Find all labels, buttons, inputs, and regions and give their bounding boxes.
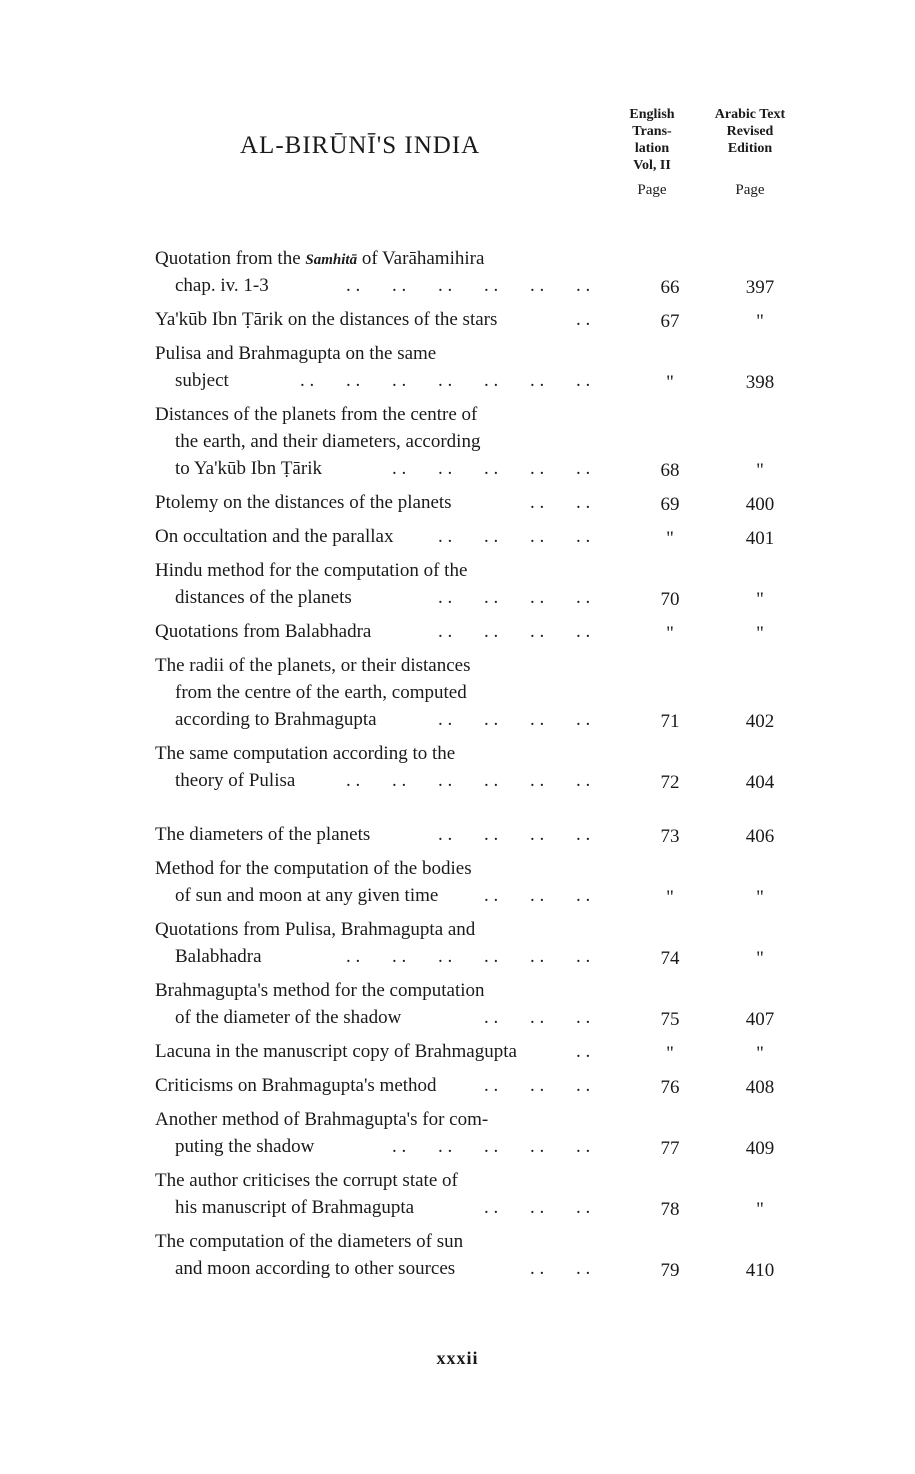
toc-entry-text: and moon according to other sources xyxy=(175,1258,456,1279)
leader-dots: . . xyxy=(576,621,591,642)
toc-entry-text: to Ya'kūb Ibn Ṭārik xyxy=(175,458,322,479)
leader-dots: . . xyxy=(438,526,453,547)
arabic-text-page: 398 xyxy=(745,372,775,393)
english-translation-page: 76 xyxy=(660,1077,680,1098)
arabic-text-page: 410 xyxy=(745,1260,775,1281)
leader-dots: . . xyxy=(438,946,453,967)
toc-line xyxy=(0,370,915,400)
leader-dots: . . xyxy=(530,370,545,391)
leader-dots: . . xyxy=(530,885,545,906)
leader-dots: . . xyxy=(346,370,361,391)
column-head-english-line: Vol, II xyxy=(633,158,671,173)
leader-dots: . . xyxy=(576,1041,591,1062)
toc-line xyxy=(0,919,915,949)
toc-line xyxy=(0,1109,915,1139)
leader-dots: . . xyxy=(392,370,407,391)
leader-dots: . . xyxy=(530,275,545,296)
leader-dots: . . xyxy=(576,370,591,391)
english-translation-page: " xyxy=(666,887,674,908)
toc-entry-text: Another method of Brahmagupta's for com- xyxy=(155,1109,489,1130)
toc-line xyxy=(0,1231,915,1261)
english-translation-page: 78 xyxy=(660,1199,680,1220)
toc-line xyxy=(0,1258,915,1288)
arabic-text-page: " xyxy=(756,887,764,908)
toc-line xyxy=(0,770,915,800)
leader-dots: . . xyxy=(576,824,591,845)
leader-dots: . . xyxy=(438,458,453,479)
toc-line xyxy=(0,275,915,305)
toc-entry-text: theory of Pulisa xyxy=(175,770,296,791)
leader-dots: . . xyxy=(576,1007,591,1028)
leader-dots: . . xyxy=(438,1136,453,1157)
leader-dots: . . xyxy=(576,709,591,730)
leader-dots: . . xyxy=(438,275,453,296)
leader-dots: . . xyxy=(484,885,499,906)
english-translation-page: 69 xyxy=(660,494,680,515)
arabic-text-page: " xyxy=(756,460,764,481)
leader-dots: . . xyxy=(484,587,499,608)
toc-line xyxy=(0,946,915,976)
toc-line xyxy=(0,431,915,461)
toc-line xyxy=(0,248,915,278)
leader-dots: . . xyxy=(576,1075,591,1096)
toc-line xyxy=(0,1136,915,1166)
leader-dots: . . xyxy=(484,1136,499,1157)
leader-dots: . . xyxy=(530,587,545,608)
leader-dots: . . xyxy=(484,770,499,791)
toc-line xyxy=(0,309,915,339)
leader-dots: . . xyxy=(346,275,361,296)
toc-entry-text: The diameters of the planets xyxy=(155,824,371,845)
toc-entry-text: The computation of the diameters of sun xyxy=(155,1231,464,1252)
toc-line xyxy=(0,885,915,915)
toc-line xyxy=(0,824,915,854)
column-head-english-line: lation xyxy=(634,141,670,156)
english-translation-page: 73 xyxy=(660,826,680,847)
arabic-text-page: 401 xyxy=(745,528,775,549)
leader-dots: . . xyxy=(576,1136,591,1157)
toc-line xyxy=(0,343,915,373)
toc-line xyxy=(0,587,915,617)
english-translation-page: " xyxy=(666,623,674,644)
leader-dots: . . xyxy=(484,621,499,642)
arabic-text-page: 407 xyxy=(745,1009,775,1030)
leader-dots: . . xyxy=(438,587,453,608)
leader-dots: . . xyxy=(300,370,315,391)
toc-line xyxy=(0,1007,915,1037)
leader-dots: . . xyxy=(530,1197,545,1218)
toc-line xyxy=(0,1075,915,1105)
toc-entry-text: On occultation and the parallax xyxy=(155,526,394,547)
arabic-text-page: 409 xyxy=(745,1138,775,1159)
toc-entry-text: the earth, and their diameters, according xyxy=(175,431,481,452)
toc-line xyxy=(0,858,915,888)
english-translation-page: 74 xyxy=(660,948,680,969)
arabic-text-page: " xyxy=(756,589,764,610)
toc-line xyxy=(0,1170,915,1200)
arabic-text-page: 400 xyxy=(745,494,775,515)
english-translation-page: 68 xyxy=(660,460,680,481)
english-translation-page: 79 xyxy=(660,1260,680,1281)
leader-dots: . . xyxy=(530,1136,545,1157)
english-translation-page: 72 xyxy=(660,772,680,793)
leader-dots: . . xyxy=(392,770,407,791)
leader-dots: . . xyxy=(530,709,545,730)
leader-dots: . . xyxy=(438,770,453,791)
arabic-text-page: 408 xyxy=(745,1077,775,1098)
leader-dots: . . xyxy=(392,1136,407,1157)
leader-dots: . . xyxy=(530,770,545,791)
column-head-arabic-line: Edition xyxy=(727,141,773,156)
english-translation-page: " xyxy=(666,1043,674,1064)
leader-dots: . . xyxy=(576,309,591,330)
leader-dots: . . xyxy=(346,946,361,967)
arabic-text-page: " xyxy=(756,1043,764,1064)
toc-entry-text: Ptolemy on the distances of the planets xyxy=(155,492,452,513)
english-translation-page: 67 xyxy=(660,311,680,332)
toc-line xyxy=(0,458,915,488)
toc-entry-text: according to Brahmagupta xyxy=(175,709,377,730)
toc-entry-text: Brahmagupta's method for the computation xyxy=(155,980,485,1001)
arabic-text-page: 402 xyxy=(745,711,775,732)
toc-line xyxy=(0,1197,915,1227)
toc-entry-text: Quotation from the Samhitā of Varāhamihira xyxy=(155,248,485,269)
toc-entry-text: Lacuna in the manuscript copy of Brahmagupta xyxy=(155,1041,517,1062)
leader-dots: . . xyxy=(576,1197,591,1218)
arabic-text-page: 397 xyxy=(745,277,775,298)
leader-dots: . . xyxy=(530,526,545,547)
english-translation-page: 75 xyxy=(660,1009,680,1030)
leader-dots: . . xyxy=(484,275,499,296)
toc-entry-text: The radii of the planets, or their distances xyxy=(155,655,471,676)
toc-entry-text: distances of the planets xyxy=(175,587,352,608)
toc-entry-text: The same computation according to the xyxy=(155,743,456,764)
toc-line xyxy=(0,682,915,712)
leader-dots: . . xyxy=(530,1075,545,1096)
toc-line xyxy=(0,560,915,590)
toc-entry-text: Quotations from Balabhadra xyxy=(155,621,372,642)
leader-dots: . . xyxy=(576,275,591,296)
leader-dots: . . xyxy=(530,1007,545,1028)
english-translation-page: " xyxy=(666,528,674,549)
leader-dots: . . xyxy=(484,824,499,845)
arabic-text-page: 404 xyxy=(745,772,775,793)
leader-dots: . . xyxy=(576,587,591,608)
toc-entry-text: from the centre of the earth, computed xyxy=(175,682,467,703)
arabic-text-page: " xyxy=(756,948,764,969)
toc-entry-text: of the diameter of the shadow xyxy=(175,1007,402,1028)
toc-entry-text: Criticisms on Brahmagupta's method xyxy=(155,1075,437,1096)
leader-dots: . . xyxy=(484,526,499,547)
leader-dots: . . xyxy=(438,709,453,730)
toc-entry-text: of sun and moon at any given time xyxy=(175,885,439,906)
toc-entry-text: his manuscript of Brahmagupta xyxy=(175,1197,415,1218)
leader-dots: . . xyxy=(392,458,407,479)
leader-dots: . . xyxy=(392,946,407,967)
leader-dots: . . xyxy=(576,526,591,547)
column-head-english-line: Trans- xyxy=(632,124,672,139)
toc-line xyxy=(0,709,915,739)
toc-entry-text: puting the shadow xyxy=(175,1136,315,1157)
toc-entry-text: Method for the computation of the bodies xyxy=(155,858,472,879)
leader-dots: . . xyxy=(530,824,545,845)
toc-entry-text: Quotations from Pulisa, Brahmagupta and xyxy=(155,919,476,940)
leader-dots: . . xyxy=(438,824,453,845)
arabic-text-page: " xyxy=(756,311,764,332)
toc-entry-text: Distances of the planets from the centre of xyxy=(155,404,478,425)
column-head-arabic-line: Arabic Text xyxy=(714,107,786,122)
running-title: AL-BIRŪNĪ'S INDIA xyxy=(240,132,481,159)
column-head-arabic-line: Revised xyxy=(726,124,774,139)
toc-entry-text: Hindu method for the computation of the xyxy=(155,560,468,581)
leader-dots: . . xyxy=(484,1007,499,1028)
leader-dots: . . xyxy=(484,946,499,967)
leader-dots: . . xyxy=(484,1075,499,1096)
leader-dots: . . xyxy=(530,458,545,479)
arabic-text-page: " xyxy=(756,1199,764,1220)
leader-dots: . . xyxy=(438,370,453,391)
toc-line xyxy=(0,980,915,1010)
leader-dots: . . xyxy=(484,1197,499,1218)
toc-entry-text: Pulisa and Brahmagupta on the same xyxy=(155,343,437,364)
toc-line xyxy=(0,655,915,685)
toc-entry-text: chap. iv. 1-3 xyxy=(175,275,269,296)
leader-dots: . . xyxy=(576,885,591,906)
toc-line xyxy=(0,404,915,434)
leader-dots: . . xyxy=(484,370,499,391)
toc-line xyxy=(0,1041,915,1071)
leader-dots: . . xyxy=(530,621,545,642)
column-head-arabic-page: Page xyxy=(735,182,765,198)
english-translation-page: 70 xyxy=(660,589,680,610)
column-head-english-line: English xyxy=(629,107,675,122)
leader-dots: . . xyxy=(576,492,591,513)
arabic-text-page: " xyxy=(756,623,764,644)
leader-dots: . . xyxy=(576,770,591,791)
leader-dots: . . xyxy=(484,709,499,730)
toc-entry-text: Ya'kūb Ibn Ṭārik on the distances of the stars xyxy=(155,309,498,330)
toc-entry-text: subject xyxy=(175,370,229,391)
leader-dots: . . xyxy=(530,492,545,513)
leader-dots: . . xyxy=(438,621,453,642)
leader-dots: . . xyxy=(576,1258,591,1279)
column-head-english-page: Page xyxy=(637,182,667,198)
leader-dots: . . xyxy=(576,946,591,967)
leader-dots: . . xyxy=(576,458,591,479)
english-translation-page: " xyxy=(666,372,674,393)
english-translation-page: 71 xyxy=(660,711,680,732)
english-translation-page: 77 xyxy=(660,1138,680,1159)
toc-line xyxy=(0,621,915,651)
leader-dots: . . xyxy=(484,458,499,479)
leader-dots: . . xyxy=(530,1258,545,1279)
page-number: xxxii xyxy=(436,1348,479,1368)
leader-dots: . . xyxy=(392,275,407,296)
toc-line xyxy=(0,743,915,773)
work-title-italic: Samhitā xyxy=(305,252,358,268)
toc-entry-text: The author criticises the corrupt state of xyxy=(155,1170,458,1191)
leader-dots: . . xyxy=(530,946,545,967)
arabic-text-page: 406 xyxy=(745,826,775,847)
toc-line xyxy=(0,526,915,556)
toc-line xyxy=(0,492,915,522)
toc-entry-text: Balabhadra xyxy=(175,946,262,967)
leader-dots: . . xyxy=(346,770,361,791)
english-translation-page: 66 xyxy=(660,277,680,298)
